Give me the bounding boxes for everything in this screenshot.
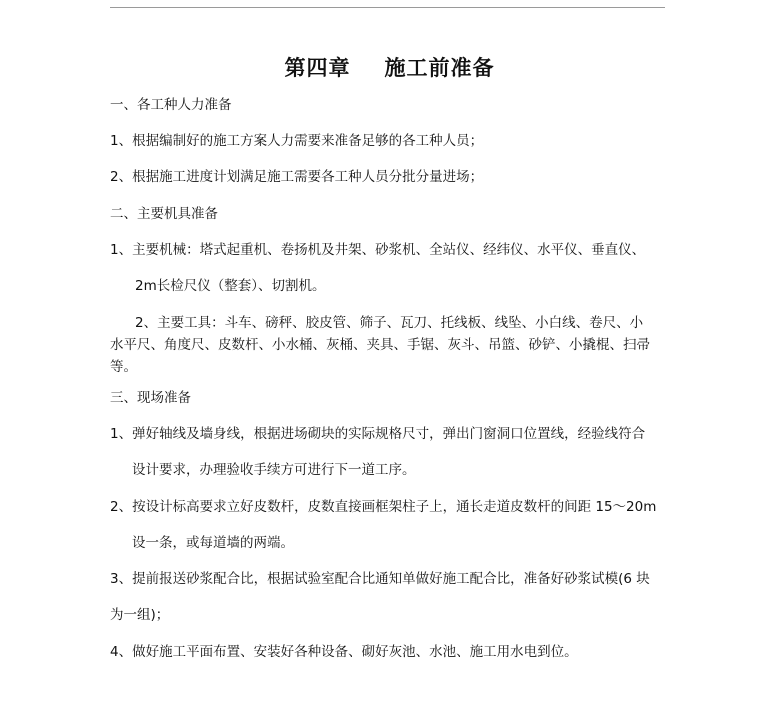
paragraph-line: 1、主要机械：塔式起重机、卷扬机及井架、砂浆机、全站仪、经纬仪、水平仪、垂直仪、 bbox=[110, 242, 646, 258]
section-heading-2: 二、主要机具准备 bbox=[110, 206, 218, 222]
paragraph-line: 2、按设计标高要求立好皮数杆，皮数直接画框架柱子上，通长走道皮数杆的间距 15～20m bbox=[110, 499, 657, 515]
paragraph-line: 设计要求，办理验收手续方可进行下一道工序。 bbox=[132, 462, 416, 478]
paragraph-line: 设一条，或每道墙的两端。 bbox=[132, 535, 294, 551]
chapter-title: 施工前准备 bbox=[384, 55, 495, 80]
paragraph-line: 4、做好施工平面布置、安装好各种设备、砌好灰池、水池、施工用水电到位。 bbox=[110, 644, 578, 660]
paragraph-line: 3、提前报送砂浆配合比，根据试验室配合比通知单做好施工配合比，准备好砂浆试模(6 块 bbox=[110, 571, 650, 587]
paragraph-line: 2、主要工具：斗车、磅秤、胶皮管、筛子、瓦刀、托线板、线坠、小白线、卷尺、小 bbox=[135, 315, 644, 331]
paragraph-line: 1、弹好轴线及墙身线，根据进场砌块的实际规格尺寸，弹出门窗洞口位置线，经验线符合 bbox=[110, 426, 646, 442]
paragraph-line: 水平尺、角度尺、皮数杆、小水桶、灰桶、夹具、手锯、灰斗、吊篮、砂铲、小撬棍、扫帚 bbox=[110, 337, 650, 353]
section-heading-1: 一、各工种人力准备 bbox=[110, 97, 232, 113]
paragraph-line: 1、根据编制好的施工方案人力需要来准备足够的各工种人员； bbox=[110, 133, 484, 149]
paragraph-line: 2、根据施工进度计划满足施工需要各工种人员分批分量进场； bbox=[110, 169, 484, 185]
header-rule bbox=[110, 7, 665, 8]
paragraph-line: 为一组)； bbox=[110, 607, 170, 623]
chapter-heading bbox=[0, 52, 779, 82]
paragraph-line: 等。 bbox=[110, 359, 137, 375]
section-heading-3: 三、现场准备 bbox=[110, 390, 191, 406]
chapter-number: 第四章 bbox=[284, 55, 351, 80]
paragraph-line: 2m长检尺仪（整套）、切割机。 bbox=[135, 278, 326, 294]
